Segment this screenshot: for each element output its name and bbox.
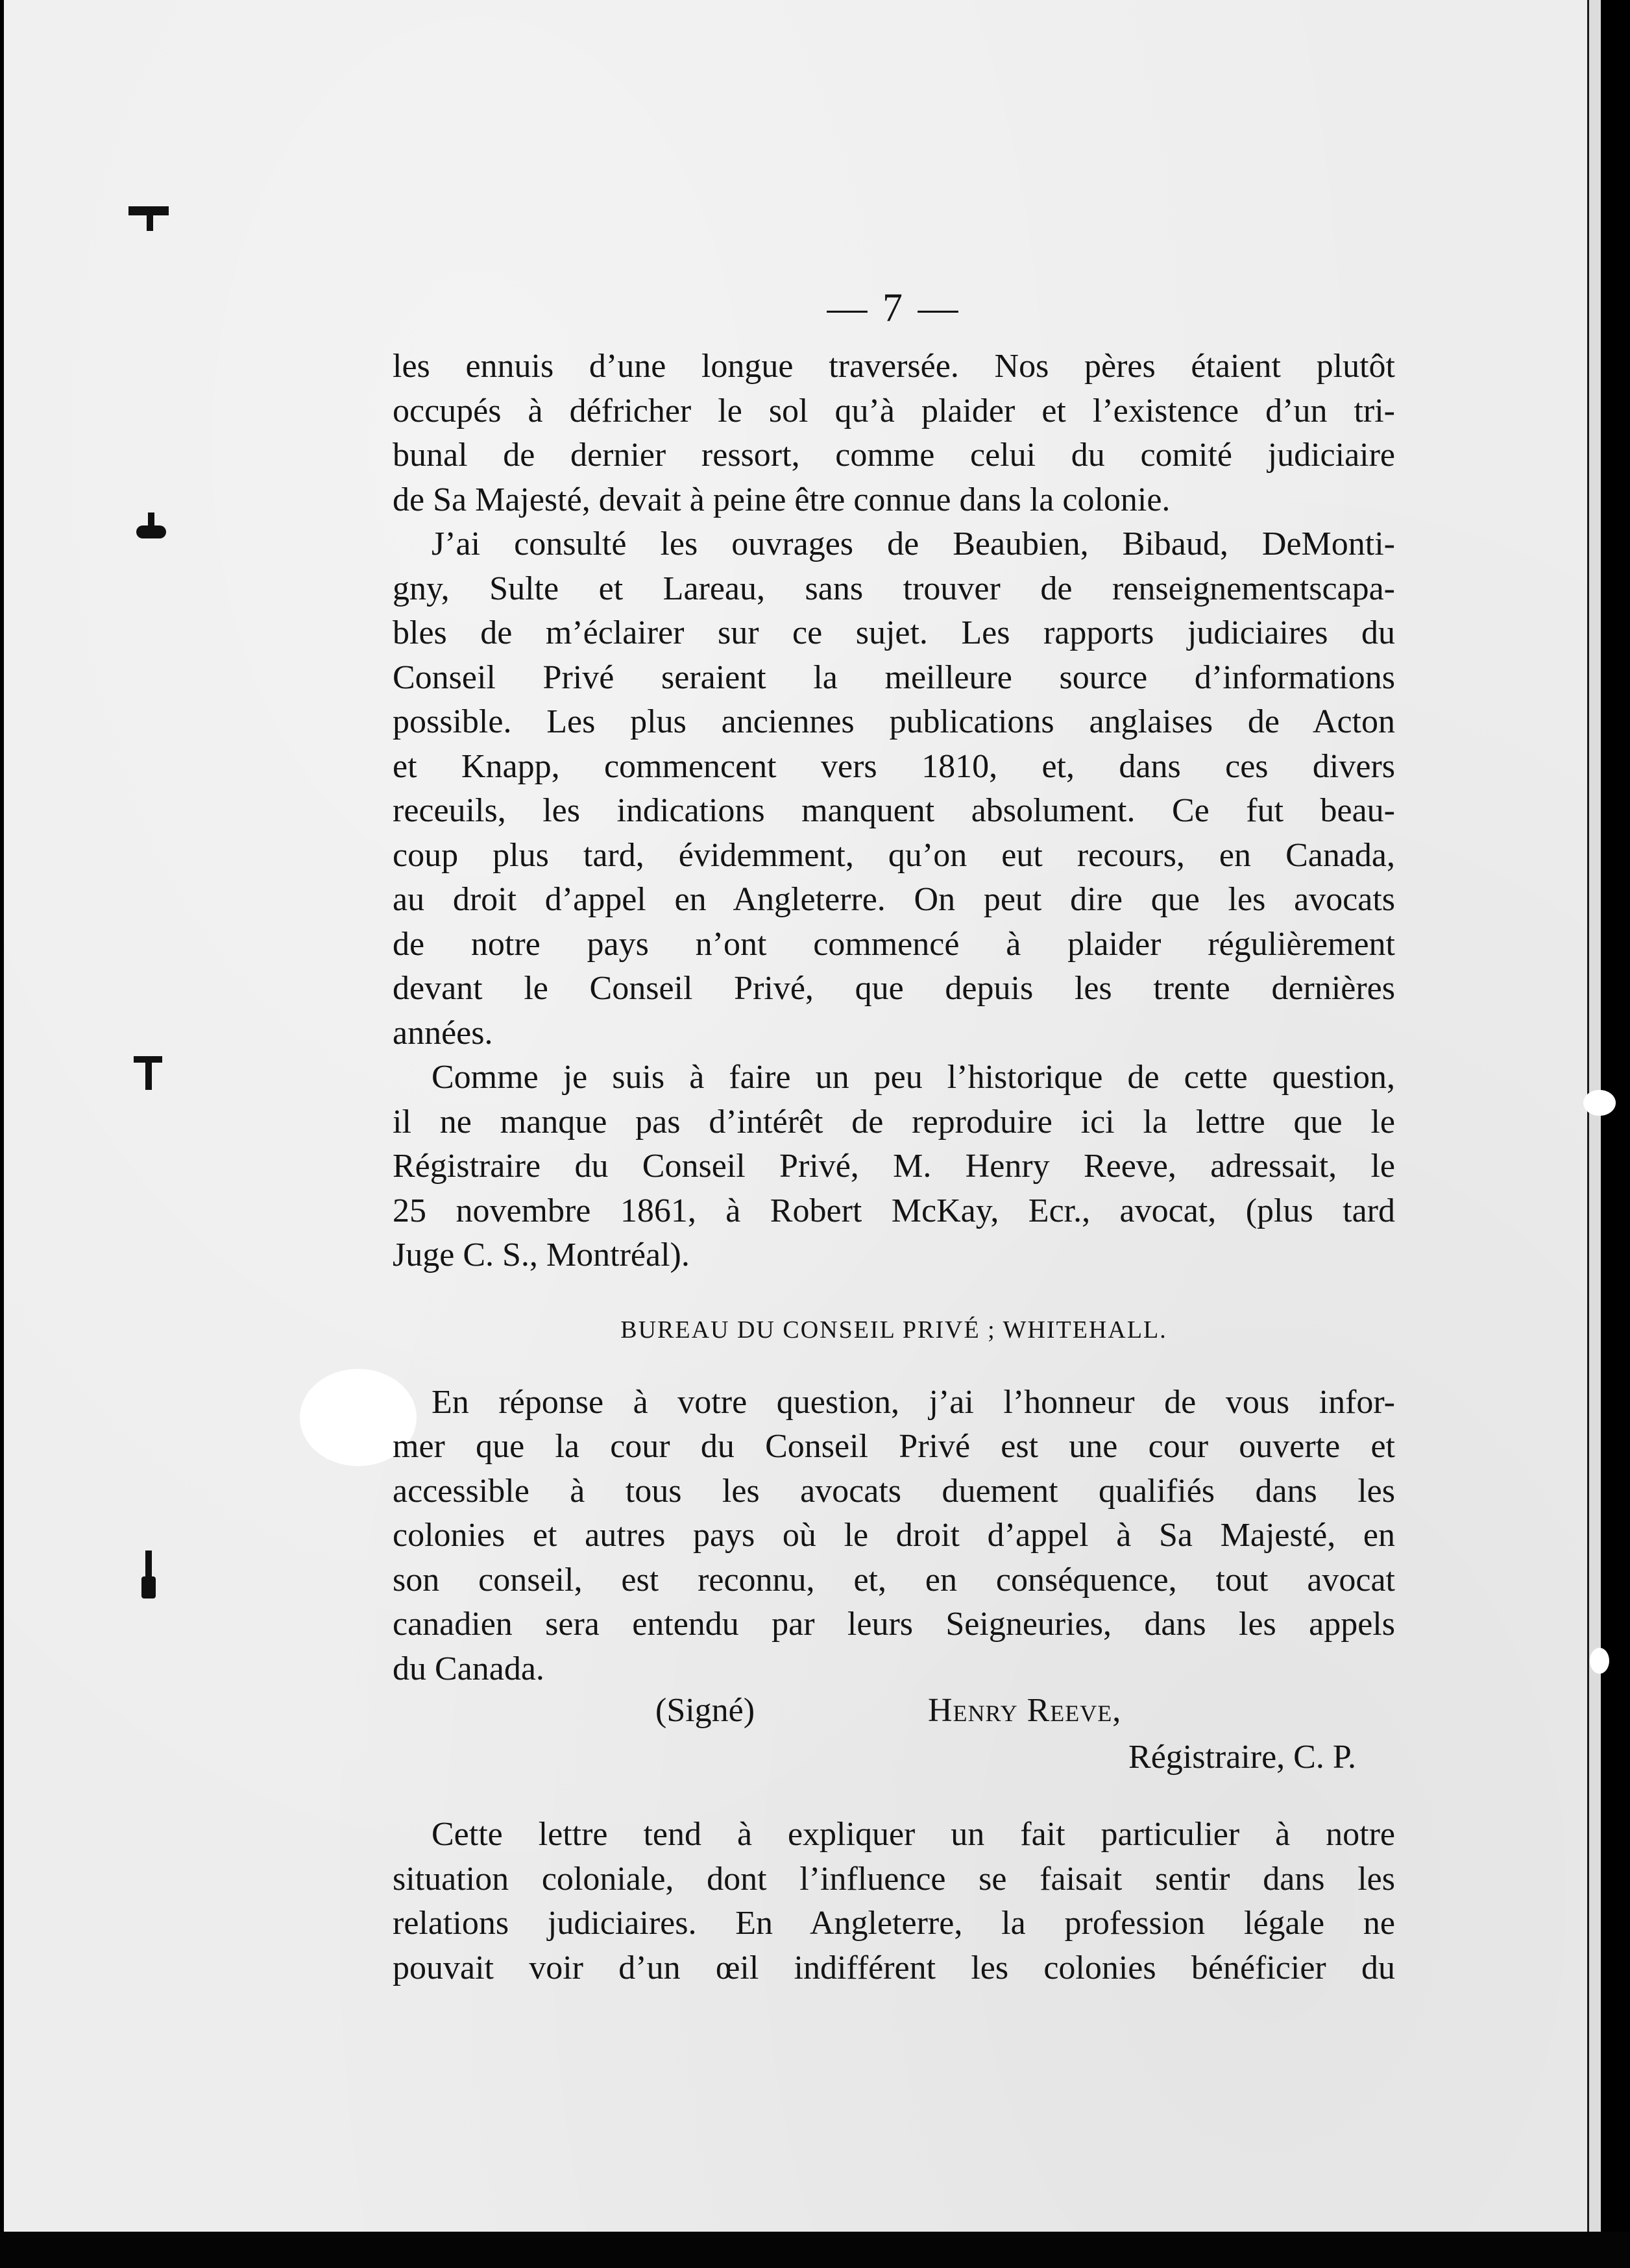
text-line: années. (393, 1014, 493, 1052)
text-line: Régistraire du Conseil Privé, M. Henry Reeve, adressait, le (393, 1148, 1395, 1185)
signed-label: (Signé) (655, 1692, 755, 1729)
text-line: En réponse à votre question, j’ai l’honneur de vous infor- (432, 1383, 1395, 1421)
text-line: Juge C. S., Montréal). (393, 1237, 690, 1273)
page-number: — 7 — (827, 286, 961, 330)
text-line: receuils, les indications manquent absolument. Ce fut beau- (393, 792, 1395, 829)
text-line: son conseil, est reconnu, et, en conséquence, tout avocat (393, 1561, 1395, 1598)
paragraph-1 (393, 344, 1395, 522)
text-line: 25 novembre 1861, à Robert McKay, Ecr., avocat, (plus tard (393, 1192, 1395, 1229)
text-line: de notre pays n’ont commencé à plaider régulièrement (393, 925, 1395, 963)
text-line: il ne manque pas d’intérêt de reproduire ici la lettre que le (393, 1103, 1395, 1140)
text-line: et Knapp, commencent vers 1810, et, dans ces divers (393, 747, 1395, 785)
text-line: bunal de dernier ressort, comme celui du comité judiciaire (393, 437, 1395, 474)
text-line: devant le Conseil Privé, que depuis les trente dernières (393, 970, 1395, 1007)
text-line: coup plus tard, évidemment, qu’on eut recours, en Canada, (393, 836, 1395, 874)
text-line: du Canada. (393, 1650, 544, 1687)
scan-bottom-border (0, 2232, 1630, 2268)
signatory-name: Henry Reeve, (928, 1692, 1122, 1729)
margin-mark (136, 525, 166, 538)
margin-mark (147, 206, 153, 231)
scan-speck (1590, 1648, 1609, 1674)
margin-mark (141, 1576, 156, 1598)
text-line: de Sa Majesté, devait à peine être connue dans la colonie. (393, 481, 1171, 518)
paragraph-3 (393, 1056, 1395, 1278)
margin-mark (145, 1056, 152, 1090)
signatory-title: Régistraire, C. P. (1128, 1739, 1356, 1776)
page-text (393, 285, 1395, 1990)
signature-row (393, 1691, 1395, 1738)
text-line: possible. Les plus anciennes publications anglaises de Acton (393, 703, 1395, 740)
text-line: au droit d’appel en Angleterre. On peut dire que les avocats (393, 881, 1395, 918)
text-line: relations judiciaires. En Angleterre, la profession légale ne (393, 1905, 1395, 1942)
text-line: Comme je suis à faire un peu l’historique de cette question, (432, 1059, 1395, 1096)
text-line: J’ai consulté les ouvrages de Beaubien, Bibaud, DeMonti- (432, 525, 1395, 562)
page-right-edge (1587, 0, 1601, 2268)
closing-paragraph (393, 1813, 1395, 1990)
text-line: mer que la cour du Conseil Privé est une cour ouverte et (393, 1428, 1395, 1465)
text-line: accessible à tous les avocats duement qualifiés dans les (393, 1472, 1395, 1510)
text-line: bles de m’éclairer sur ce sujet. Les rapports judiciaires du (393, 614, 1395, 651)
text-line: colonies et autres pays où le droit d’appel à Sa Majesté, en (393, 1517, 1395, 1554)
text-line: canadien sera entendu par leurs Seigneuries, dans les appels (393, 1606, 1395, 1643)
text-line: gny, Sulte et Lareau, sans trouver de renseignementscapa- (393, 570, 1395, 607)
text-line: pouvait voir d’un œil indifférent les colonies bénéficier du (393, 1949, 1395, 1986)
letter-body (393, 1381, 1395, 1692)
paragraph-2 (393, 522, 1395, 1056)
letter-heading: BUREAU DU CONSEIL PRIVÉ ; WHITEHALL. (620, 1316, 1167, 1344)
text-line: occupés à défricher le sol qu’à plaider et l’existence d’un tri- (393, 392, 1395, 429)
text-line: situation coloniale, dont l’influence se faisait sentir dans les (393, 1860, 1395, 1898)
text-line: Conseil Privé seraient la meilleure source d’informations (393, 658, 1395, 696)
scan-speck (1583, 1090, 1616, 1116)
text-line: Cette lettre tend à expliquer un fait particulier à notre (432, 1816, 1395, 1853)
text-line: les ennuis d’une longue traversée. Nos pères étaient plutôt (393, 348, 1395, 385)
